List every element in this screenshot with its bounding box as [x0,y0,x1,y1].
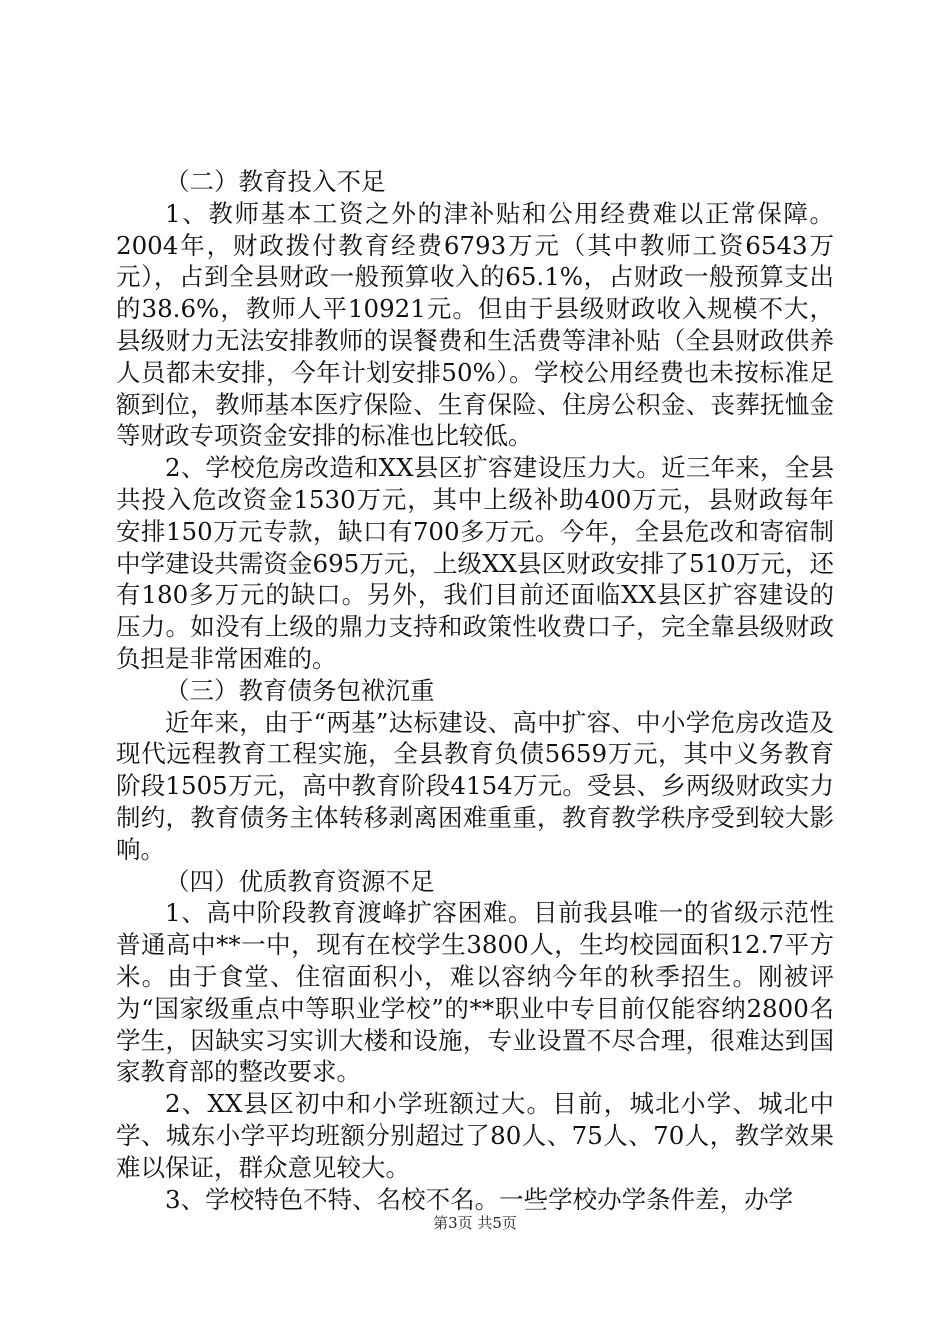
section-heading-education-debt: （三）教育债务包袱沉重 [165,675,435,705]
paragraph-education-debt: 近年来，由于“两基”达标建设、高中扩容、中小学危房改造及现代远程教育工程实施，全县教育负债5659万元，其中义务教育阶段1505万元，高中教育阶段4154万元。受县、乡两级财政实力制约，教育债务主体转移剥离困难重重，教育教学秩序受到较大影响。 [116,707,834,864]
paragraph-dangerous-buildings: 2、学校危房改造和XX县区扩容建设压力大。近三年来，全县共投入危改资金1530万元，其中上级补助400万元，县财政每年安排150万元专款，缺口有700多万元。今年，全县危改和寄宿制中学建设共需资金695万元，上级XX县区财政安排了510万元，还有180多万元的缺口。另外，我们目前还面临XX县区扩容建设的压力。如没有上级的鼎力支持和政策性收费口子，完全靠县级财政负担是非常困难的。 [116,453,834,673]
section-heading-quality-resources: （四）优质教育资源不足 [165,866,435,896]
paragraph-school-features: 3、学校特色不特、名校不名。一些学校办学条件差，办学 [165,1184,794,1214]
section-heading-education-investment: （二）教育投入不足 [165,167,386,196]
paragraph-high-school-expansion: 1、高中阶段教育渡峰扩容困难。目前我县唯一的省级示范性普通高中**一中，现有在校学生3800人，生均校园面积12.7平方米。由于食堂、住宿面积小，难以容纳今年的秋季招生。刚被评为“国家级重点中等职业学校”的**职业中专目前仅能容纳2800名学生，因缺实习实训大楼和设施，专业设置不尽合理，很难达到国家教育部的整改要求。 [116,898,834,1087]
page-number-footer: 第3页 共5页 [433,1214,517,1232]
paragraph-teacher-allowance: 1、教师基本工资之外的津补贴和公用经费难以正常保障。2004年，财政拨付教育经费6793万元（其中教师工资6543万元），占到全县财政一般预算收入的65.1%，占财政一般预算支出的38.6%，教师人平10921元。但由于县级财政收入规模不大，县级财力无法安排教师的误餐费和生活费等津补贴（全县财政供养人员都未安排，今年计划安排50%）。学校公用经费也未按标准足额到位，教师基本医疗保险、生育保险、住房公积金、丧葬抚恤金等财政专项资金安排的标准也比较低。 [116,198,834,451]
document-body [116,166,834,1215]
paragraph-class-size: 2、XX县区初中和小学班额过大。目前，城北小学、城北中学、城东小学平均班额分别超过了80人、75人、70人，教学效果难以保证，群众意见较大。 [116,1089,834,1182]
